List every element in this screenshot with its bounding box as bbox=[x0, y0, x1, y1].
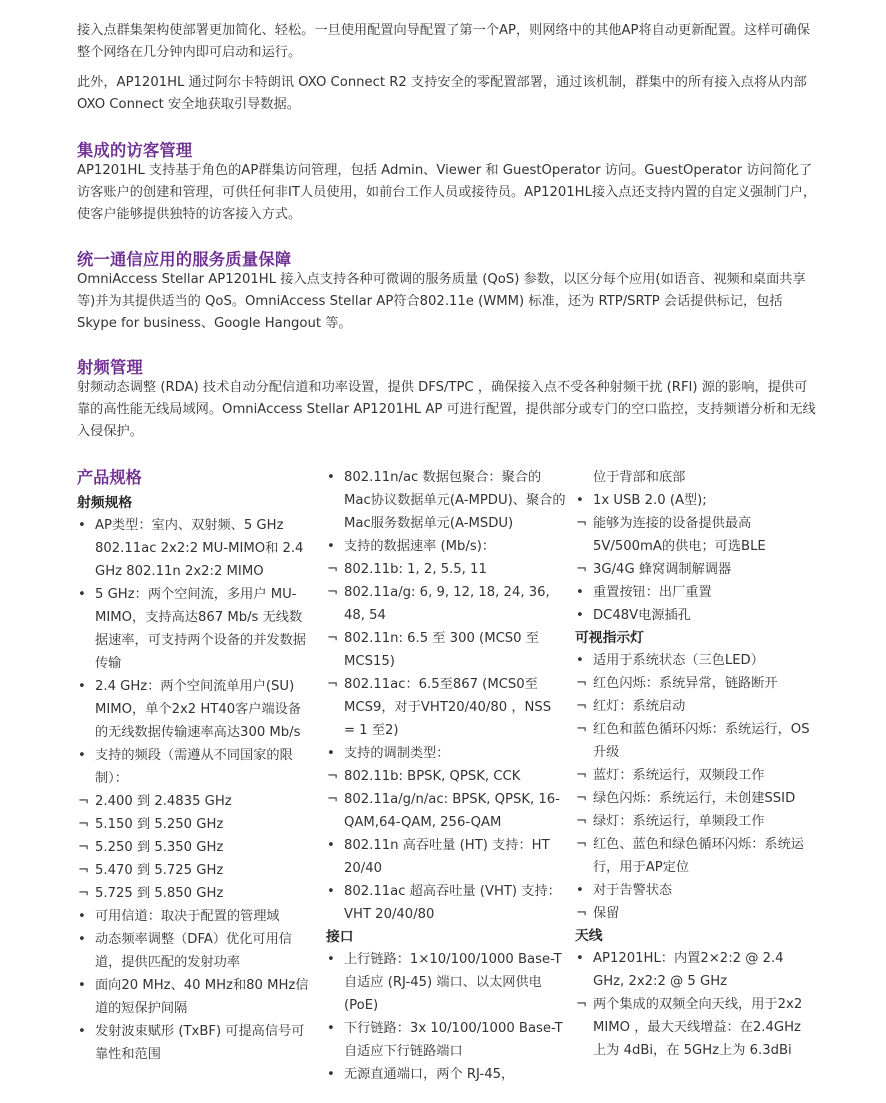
spec-list-text: 面向20 MHz、40 MHz和80 MHz信道的短保护间隔 bbox=[95, 978, 309, 1016]
spec-list-text: 802.11a/g/n/ac: BPSK, QPSK, 16-QAM,64-QAM, 256-QAM bbox=[344, 792, 560, 830]
antenna-title: 天线 bbox=[575, 928, 603, 944]
sub-bullet-icon: ¬ bbox=[327, 677, 339, 692]
bullet-icon: • bbox=[327, 470, 335, 485]
spec-list-item bbox=[77, 1020, 313, 1066]
spec-list-text: 保留 bbox=[593, 906, 620, 921]
sub-bullet-icon: ¬ bbox=[327, 562, 339, 577]
bullet-icon: • bbox=[327, 838, 335, 853]
antenna-spec-list bbox=[575, 947, 811, 1062]
sub-bullet-icon: ¬ bbox=[576, 722, 588, 737]
bullet-icon: • bbox=[327, 1021, 335, 1036]
spec-list-text: 绿色闪烁：系统运行，未创建SSID bbox=[593, 791, 796, 806]
spec-list-item bbox=[326, 535, 566, 558]
sub-bullet-icon: ¬ bbox=[576, 768, 588, 783]
bullet-icon: • bbox=[327, 746, 335, 761]
spec-list-text: 5.250 到 5.350 GHz bbox=[95, 840, 224, 855]
spec-list-text: 红灯：系统启动 bbox=[593, 699, 686, 714]
spec-list-text: 802.11n: 6.5 至 300 (MCS0 至 MCS15) bbox=[344, 631, 539, 669]
spec-list-item bbox=[575, 695, 811, 718]
spec-list-item bbox=[575, 993, 811, 1062]
spec-list-text: 3G/4G 蜂窝调制解调器 bbox=[593, 562, 732, 577]
spec-list-text: 802.11ac：6.5至867 (MCS0至MCS9，对于VHT20/40/80 ，NSS = 1 至2) bbox=[344, 677, 552, 738]
sub-bullet-icon: ¬ bbox=[576, 997, 588, 1012]
bullet-icon: • bbox=[78, 518, 86, 533]
spec-list-text: 802.11b: 1, 2, 5.5, 11 bbox=[344, 562, 487, 577]
bullet-icon: • bbox=[78, 909, 86, 924]
bullet-icon: • bbox=[576, 608, 584, 623]
spec-column-2 bbox=[326, 466, 566, 1086]
spec-list-item bbox=[326, 466, 566, 535]
section-title-qos: 统一通信应用的服务质量保障 bbox=[77, 250, 292, 269]
bullet-icon: • bbox=[78, 748, 86, 763]
bullet-icon: • bbox=[576, 951, 584, 966]
bullet-icon: • bbox=[78, 587, 86, 602]
led-spec-list bbox=[575, 649, 811, 925]
sub-bullet-icon: ¬ bbox=[576, 699, 588, 714]
interface-title: 接口 bbox=[326, 929, 354, 945]
spec-list-item bbox=[326, 558, 566, 581]
sub-bullet-icon: ¬ bbox=[576, 906, 588, 921]
spec-list-item bbox=[575, 902, 811, 925]
spec-list-text: AP类型：室内、双射频、5 GHz 802.11ac 2x2:2 MU-MIMO和 2.4 GHz 802.11n 2x2:2 MIMO bbox=[95, 518, 304, 579]
port-spec-list bbox=[575, 489, 811, 627]
spec-list-item bbox=[77, 790, 313, 813]
sub-bullet-icon: ¬ bbox=[576, 516, 588, 531]
bullet-icon: • bbox=[327, 1067, 335, 1082]
sub-bullet-icon: ¬ bbox=[327, 792, 339, 807]
spec-list-text: 5.150 到 5.250 GHz bbox=[95, 817, 224, 832]
spec-list-text: 5 GHz：两个空间流，多用户 MU-MIMO，支持高达867 Mb/s 无线数据速率，可支持两个设备的并发数据传输 bbox=[95, 587, 306, 671]
spec-list-text: 支持的频段（需遵从不同国家的限制）： bbox=[95, 748, 293, 786]
spec-list-text: DC48V电源插孔 bbox=[593, 608, 691, 623]
spec-list-item bbox=[77, 675, 313, 744]
spec-list-text: 两个集成的双频全向天线，用于2x2 MIMO ，最大天线增益：在2.4GHz 上为 4dBi，在 5GHz上为 6.3dBi bbox=[593, 997, 803, 1058]
spec-list-item bbox=[575, 947, 811, 993]
spec-list-text: 重置按钮：出厂重置 bbox=[593, 585, 712, 600]
spec-list-item bbox=[326, 1063, 566, 1086]
spec-list-item bbox=[575, 764, 811, 787]
spec-list-text: 红色和蓝色循环闪烁：系统运行，OS升级 bbox=[593, 722, 810, 760]
spec-list-text: 支持的数据速率 (Mb/s)： bbox=[344, 539, 496, 554]
spec-list-item bbox=[77, 514, 313, 583]
spec-column-3 bbox=[575, 466, 811, 1062]
spec-list-text: 2.4 GHz：两个空间流单用户(SU) MIMO，单个2x2 HT40客户端设备的无线数据传输速率高达300 Mb/s bbox=[95, 679, 302, 740]
spec-list-text: 红色闪烁：系统异常，链路断开 bbox=[593, 676, 778, 691]
spec-list-text: AP1201HL：内置2×2:2 @ 2.4 GHz, 2x2:2 @ 5 GHz bbox=[593, 951, 784, 989]
spec-list-item bbox=[326, 765, 566, 788]
spec-list-item bbox=[326, 880, 566, 926]
section-title-rf-management: 射频管理 bbox=[77, 358, 143, 377]
spec-list-text: 下行链路：3x 10/100/1000 Base-T 自适应下行链路端口 bbox=[344, 1021, 563, 1059]
spec-list-item bbox=[575, 581, 811, 604]
sub-bullet-icon: ¬ bbox=[327, 769, 339, 784]
interface-spec-list bbox=[326, 948, 566, 1086]
intro-paragraph-1: 接入点群集架构使部署更加简化、轻松。一旦使用配置向导配置了第一个AP，则网络中的其他AP将自动更新配置。这样可确保整个网络在几分钟内即可启动和运行。 bbox=[77, 23, 810, 60]
spec-list-item bbox=[575, 604, 811, 627]
spec-list-item bbox=[326, 1017, 566, 1063]
radio-specs-title: 射频规格 bbox=[77, 495, 133, 511]
spec-list-item bbox=[326, 627, 566, 673]
spec-list-text: 适用于系统状态（三色LED） bbox=[593, 653, 764, 668]
bullet-icon: • bbox=[78, 932, 86, 947]
spec-list-item bbox=[575, 512, 811, 558]
spec-list-text: 无源直通端口，两个 RJ-45， bbox=[344, 1067, 515, 1082]
spec-list-text: 5.725 到 5.850 GHz bbox=[95, 886, 224, 901]
spec-list-item bbox=[326, 673, 566, 742]
spec-list-text: 2.400 到 2.4835 GHz bbox=[95, 794, 232, 809]
spec-list-item bbox=[77, 974, 313, 1020]
spec-list-text: 802.11a/g: 6, 9, 12, 18, 24, 36, 48, 54 bbox=[344, 585, 550, 623]
sub-bullet-icon: ¬ bbox=[576, 562, 588, 577]
bullet-icon: • bbox=[576, 883, 584, 898]
data-rate-spec-list bbox=[326, 466, 566, 926]
spec-list-item bbox=[326, 834, 566, 880]
radio-spec-list bbox=[77, 514, 313, 1066]
sub-bullet-icon: ¬ bbox=[78, 794, 90, 809]
spec-list-text: 绿灯：系统运行，单频段工作 bbox=[593, 814, 765, 829]
spec-list-item bbox=[326, 742, 566, 765]
section-title-guest-management: 集成的访客管理 bbox=[77, 141, 193, 160]
spec-list-item bbox=[77, 928, 313, 974]
sub-bullet-icon: ¬ bbox=[78, 817, 90, 832]
bullet-icon: • bbox=[327, 952, 335, 967]
spec-list-item bbox=[575, 879, 811, 902]
spec-list-text: 802.11ac 超高吞吐量 (VHT) 支持：VHT 20/40/80 bbox=[344, 884, 561, 922]
bullet-icon: • bbox=[576, 585, 584, 600]
spec-list-text: 对于告警状态 bbox=[593, 883, 673, 898]
spec-list-text: 1x USB 2.0 (A型); bbox=[593, 493, 707, 508]
section-body-qos: OmniAccess Stellar AP1201HL 接入点支持各种可微调的服务质量 (QoS) 参数，以区分每个应用(如语音、视频和桌面共享等)并为其提供适当的 QoS。OmniAccess Stellar AP符合802.11e (WMM) 标准，还为 RTP/SRTP 会话提供标记，包括 Skype for business、Google Hangout 等。 bbox=[77, 272, 806, 331]
spec-list-item bbox=[575, 810, 811, 833]
bullet-icon: • bbox=[327, 884, 335, 899]
sub-bullet-icon: ¬ bbox=[78, 863, 90, 878]
spec-list-item bbox=[575, 649, 811, 672]
spec-list-text: 802.11n 高吞吐量 (HT) 支持：HT 20/40 bbox=[344, 838, 550, 876]
sub-bullet-icon: ¬ bbox=[327, 585, 339, 600]
bullet-icon: • bbox=[327, 539, 335, 554]
spec-list-text: 可用信道：取决于配置的管理域 bbox=[95, 909, 280, 924]
bullet-icon: • bbox=[78, 1024, 86, 1039]
spec-list-text: 发射波束赋形 (TxBF) 可提高信号可靠性和范围 bbox=[95, 1024, 305, 1062]
sub-bullet-icon: ¬ bbox=[576, 676, 588, 691]
spec-list-item bbox=[77, 744, 313, 790]
bullet-icon: • bbox=[576, 493, 584, 508]
spec-list-text: 802.11n/ac 数据包聚合：聚合的Mac协议数据单元(A-MPDU)、聚合的Mac服务数据单元(A-MSDU) bbox=[344, 470, 566, 531]
spec-list-item bbox=[326, 788, 566, 834]
section-body-guest-management: AP1201HL 支持基于角色的AP群集访问管理，包括 Admin、Viewer 和 GuestOperator 访问。GuestOperator 访问简化了访客账户的创建和管理，可供任何非IT人员使用，如前台工作人员或接待员。AP1201HL接入点还支持内置的自定义强制门户，使客户能够提供独特的访客接入方式。 bbox=[77, 163, 817, 222]
spec-list-item bbox=[77, 859, 313, 882]
spec-column-1 bbox=[77, 466, 313, 1066]
spec-list-text: 802.11b: BPSK, QPSK, CCK bbox=[344, 769, 521, 784]
intro-paragraph-2: 此外，AP1201HL 通过阿尔卡特朗讯 OXO Connect R2 支持安全的零配置部署，通过该机制，群集中的所有接入点将从内部 OXO Connect 安全地获取引导数据。 bbox=[77, 75, 807, 112]
sub-bullet-icon: ¬ bbox=[78, 886, 90, 901]
spec-list-text: 蓝灯：系统运行，双频段工作 bbox=[593, 768, 765, 783]
spec-list-item bbox=[575, 833, 811, 879]
section-body-rf-management: 射频动态调整 (RDA) 技术自动分配信道和功率设置，提供 DFS/TPC ，确保接入点不受各种射频干扰 (RFI) 源的影响，提供可靠的高性能无线局域网。OmniAccess Stellar AP1201HL AP 可进行配置，提供部分或专门的空口监控，支持频谱分析和无线入侵保护。 bbox=[77, 380, 816, 439]
spec-list-item bbox=[326, 948, 566, 1017]
spec-list-item bbox=[575, 787, 811, 810]
spec-list-item bbox=[77, 813, 313, 836]
spec-list-item bbox=[575, 489, 811, 512]
spec-list-text: 红色、蓝色和绿色循环闪烁：系统运行，用于AP定位 bbox=[593, 837, 804, 875]
spec-list-item bbox=[575, 672, 811, 695]
spec-list-text: 动态频率调整（DFA）优化可用信道，提供匹配的发射功率 bbox=[95, 932, 292, 970]
led-title: 可视指示灯 bbox=[575, 630, 644, 646]
spec-list-item bbox=[77, 905, 313, 928]
bullet-icon: • bbox=[576, 653, 584, 668]
spec-list-item bbox=[77, 583, 313, 675]
bullet-icon: • bbox=[78, 978, 86, 993]
interface-continuation: 位于背部和底部 bbox=[593, 470, 686, 485]
sub-bullet-icon: ¬ bbox=[576, 837, 588, 852]
spec-list-text: 能够为连接的设备提供最高5V/500mA的供电；可选BLE bbox=[593, 516, 766, 554]
sub-bullet-icon: ¬ bbox=[576, 814, 588, 829]
sub-bullet-icon: ¬ bbox=[576, 791, 588, 806]
sub-bullet-icon: ¬ bbox=[327, 631, 339, 646]
spec-list-item bbox=[575, 718, 811, 764]
sub-bullet-icon: ¬ bbox=[78, 840, 90, 855]
spec-list-item bbox=[326, 581, 566, 627]
spec-list-text: 5.470 到 5.725 GHz bbox=[95, 863, 224, 878]
spec-list-text: 上行链路：1×10/100/1000 Base-T 自适应 (RJ-45) 端口、以太网供电 (PoE) bbox=[344, 952, 562, 1013]
spec-list-item bbox=[77, 836, 313, 859]
specs-title: 产品规格 bbox=[77, 468, 142, 487]
spec-list-item bbox=[77, 882, 313, 905]
spec-list-text: 支持的调制类型： bbox=[344, 746, 450, 761]
bullet-icon: • bbox=[78, 679, 86, 694]
spec-list-item bbox=[575, 558, 811, 581]
